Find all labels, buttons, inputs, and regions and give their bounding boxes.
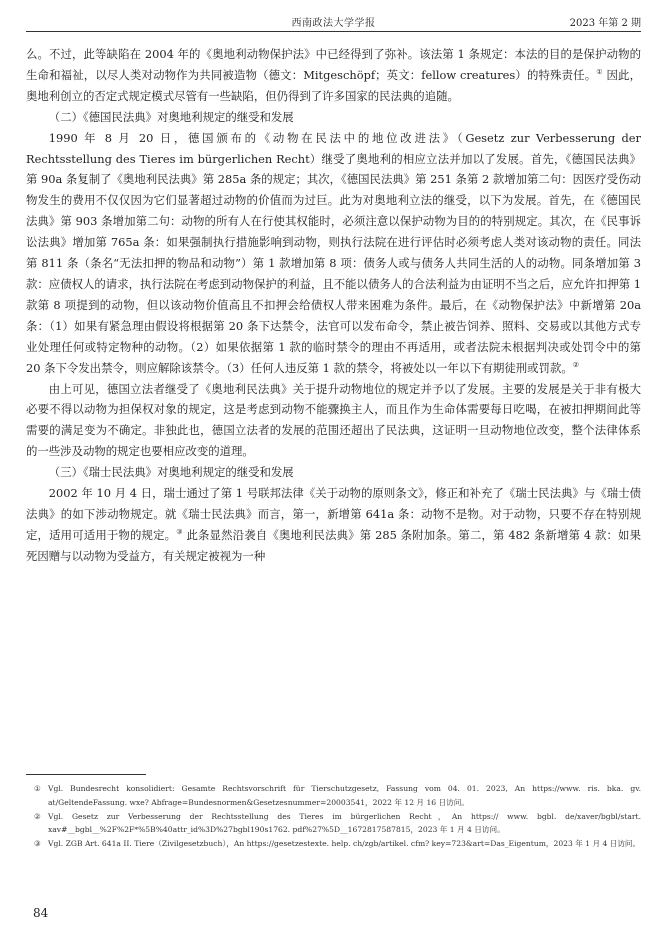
footnote-3-mark: ③ (34, 839, 41, 849)
footnote-3-text: Vgl. ZGB Art. 641a II. Tiere（Zivilgesetzbuch），An https://gesetzestexte. help. ch/zgb/artikel. cfm? key=723&art=Das_Eigentum，2023 年 1 月 4 日访问。 (48, 839, 641, 849)
footnote-1-mark: ① (34, 784, 41, 793)
footnote-1-text: Vgl. Bundesrecht konsolidiert: Gesamte Rechtsvorschrift für Tierschutzgesetz, Fassung vom 04. 01. 2023, An https://www. ris. bka. gv. at/GeltendeFassung. wxe? Abfrage=Bundesnormen&Gesetzesnummer=20003541，2022 年 12 月 16 日访问。 (48, 784, 641, 807)
paragraph-4-text: 2002 年 10 月 4 日，瑞士通过了第 1 号联邦法律《关于动物的原则条文》，修正和补充了《瑞士民法典》与《瑞士债法典》的如下涉动物规定。就《瑞士民法典》而言，第一，新增第 641a 条：动物不是物。对于动物，只要不存在特别规定，适用可适用于物的规定。 (26, 486, 641, 542)
paragraph-4-tail: 此条显然沿袭自《奥地利民法典》第 285 条附加条。第二，第 482 条新增第 4 款：如果死因赠与以动物为受益方，有关规定被视为一种 (26, 527, 641, 563)
paragraph-1-text: 么。不过，此等缺陷在 2004 年的《奥地利动物保护法》中已经得到了弥补。该法第 1 条规定：本法的目的是保护动物的生命和福祉，以尽人类对动物作为共同被造物（德文：Mitgeschöpf；英文：fellow creatures）的特殊责任。 (26, 47, 641, 82)
paragraph-2-text: 1990 年 8 月 20 日，德国颁布的《动物在民法中的地位改进法》（Gesetz zur Verbesserung der Rechtsstellung des Tieres im bürgerlichen Recht）继受了奥地利的相应立法并加以了发展。首先，《德国民法典》第 90a 条复制了《奥地利民法典》第 285a 条的规定；其次，《德国民法典》第 251 条第 2 款增加第二句：因医疗受伤动物发生的费用不仅仅因为它们显著超过动物的价值而为过巨。此为对奥地利立法的继受，以下为发展。首先，在《德国民法典》第 903 条增加第二句：动物的所有人在行使其权能时，必须注意以保护动物为目的的特别规定。其次，在《民事诉讼法典》增加第 765a 条：如果强制执行措施影响到动物，则执行法院在进行评估时必须考虑人类对该动物的责任。同法第 811 条（条名“无法扣押的物品和动物”）第 1 款增加第 8 项：债务人或与债务人共同生活的人的动物。同条增加第 3 款：应债权人的请求，执行法院在考虑到动物保护的利益，且不能以债务人的合法利益为由证明不当之后，应允许扣押第 1 款第 8 项提到的动物，但以该动物价值高且不扣押会给债权人带来困难为条件。最后，在《动物保护法》中新增第 20a 条：（1）如果有紧急理由假设将根据第 20 条下达禁令，法官可以发布命令，禁止被告饲养、照料、交易或以其他方式专业处理任何或特定物种的动物。（2）如果依据第 1 款的临时禁令的理由不再适用，或者法院未根据判决或处罚令中的第 20 条下令发出禁令，则应解除该禁令。（3）任何人违反第 1 款的禁令，将被处以一年以下有期徒刑或罚款。 (26, 130, 641, 375)
section-heading-2: （二）《德国民法典》对奥地利规定的继受和发展 (48, 109, 294, 124)
page-number: 84 (33, 906, 49, 920)
running-header (26, 14, 641, 36)
journal-title: 西南政法大学学报 (291, 18, 376, 29)
footnote-ref-2[interactable]: ② (572, 360, 580, 369)
footnote-ref-3[interactable]: ③ (176, 528, 183, 537)
footnote-3 (26, 837, 641, 851)
footnote-2-text: Vgl. Gesetz zur Verbesserung der Rechtsstellung des Tieres im bürgerlichen Recht，An https:// www. bgbl. de/xaver/bgbl/start. xav#__bgbl__%2F%2F*%5B%40attr_id%3D%27bgbl190s1762. pdf%27%5D__1672817587815，2023 年 1 月 4 日访问。 (48, 811, 641, 835)
paragraph-4 (26, 483, 641, 567)
footnote-2-mark: ② (34, 811, 41, 821)
footnote-2 (26, 810, 641, 838)
paragraph-1 (26, 44, 641, 107)
section-heading-3: （三）《瑞士民法典》对奥地利规定的继受和发展 (48, 465, 294, 480)
issue-label: 2023 年第 2 期 (569, 18, 641, 29)
footnotes (26, 782, 641, 851)
footnote-rule (26, 774, 146, 775)
paragraph-2 (26, 128, 641, 379)
footnote-ref-1[interactable]: ① (596, 68, 603, 77)
header-rule (26, 31, 641, 32)
paragraph-1-tail: 因此，奥地利创立的否定式规定模式尽管有一些缺陷，但仍得到了许多国家的民法典的追随。 (26, 67, 641, 103)
footnote-1 (26, 782, 641, 810)
body-text (26, 44, 641, 567)
paragraph-3: 由上可见，德国立法者继受了《奥地利民法典》关于提升动物地位的规定并予以了发展。主要的发展是关于非有极大必要不得以动物为担保权对象的规定，这是考虑到动物不能骤换主人，而且作为生命体需要每日吃喝，在被扣押期间此等需要的满足变为不确定。非独此也，德国立法者的发展的范围还超出了民法典，这证明一旦动物地位改变，整个法律体系的一些涉及动物的规定也要相应改变的道理。 (26, 381, 641, 459)
